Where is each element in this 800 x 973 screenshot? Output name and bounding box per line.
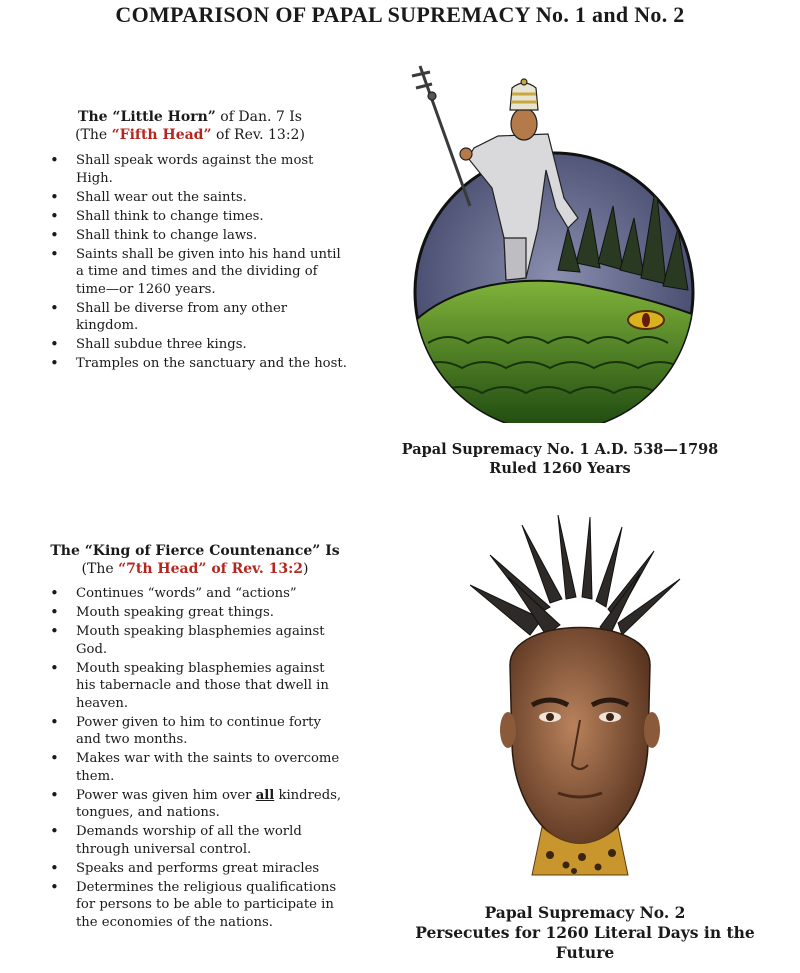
list-item: • Determines the religious qualifications for persons to be able to participate in the economies of the nations. bbox=[50, 877, 337, 930]
section1-heading bbox=[40, 108, 340, 144]
list-item: • Shall wear out the saints. bbox=[50, 187, 247, 206]
section1-heading-rest: of Dan. 7 Is bbox=[215, 109, 302, 125]
page-title: COMPARISON OF PAPAL SUPREMACY No. 1 and No. 2 bbox=[115, 2, 685, 27]
list-item: • Continues “words” and “actions” bbox=[50, 584, 297, 602]
list-item: • Demands worship of all the world through universal control. bbox=[50, 822, 302, 857]
caption2 bbox=[400, 903, 770, 963]
underlined-all: all bbox=[255, 787, 275, 803]
caption2-line1: Papal Supremacy No. 2 bbox=[484, 903, 686, 922]
list-item: • Shall speak words against the most High. bbox=[50, 151, 314, 186]
section1-sub-red: “Fifth Head” bbox=[111, 127, 212, 143]
section1-sub-open: (The bbox=[75, 127, 112, 143]
section2-heading bbox=[20, 542, 370, 578]
list-item: • Power was given him over all kindreds, tongues, and nations. bbox=[50, 785, 342, 820]
list-item: • Shall think to change times. bbox=[50, 206, 264, 225]
caption2-line2: Persecutes for 1260 Literal Days in the Future bbox=[415, 923, 755, 962]
caption1 bbox=[390, 440, 730, 478]
papal-beast-illustration bbox=[408, 58, 708, 423]
section1-list bbox=[48, 152, 348, 374]
caption1-line1: Papal Supremacy No. 1 A.D. 538—1798 bbox=[401, 441, 719, 458]
section1-sub-close: of Rev. 13:2) bbox=[211, 127, 305, 143]
section2-list bbox=[48, 585, 348, 933]
section2-heading-text: The “King of Fierce Countenance” Is bbox=[50, 543, 340, 559]
list-item: • Speaks and performs great miracles bbox=[50, 858, 320, 877]
caption1-line2: Ruled 1260 Years bbox=[489, 460, 631, 477]
spiked-head-portrait bbox=[470, 515, 690, 895]
section2-sub-red: “7th Head” of Rev. 13:2 bbox=[118, 561, 303, 577]
list-item: • Shall subdue three kings. bbox=[50, 335, 247, 353]
list-item: • Mouth speaking blasphemies against his tabernacle and those that dwell in heaven. bbox=[50, 658, 329, 711]
list-item: • Saints shall be given into his hand until a time and times and the dividing of time—or 1260 years. bbox=[50, 244, 341, 297]
section2-sub-open: (The bbox=[81, 561, 119, 577]
section1-heading-bold: The “Little Horn” bbox=[78, 109, 216, 125]
list-item: • Mouth speaking great things. bbox=[50, 603, 274, 621]
list-item: • Shall think to change laws. bbox=[50, 225, 258, 244]
list-item: • Makes war with the saints to overcome them. bbox=[50, 749, 340, 784]
list-item: • Tramples on the sanctuary and the host. bbox=[50, 354, 347, 372]
section2-sub-close: ) bbox=[302, 561, 309, 577]
list-item: • Shall be diverse from any other kingdom. bbox=[50, 298, 288, 333]
list-item: • Mouth speaking blasphemies against God. bbox=[50, 622, 325, 657]
list-item: • Power given to him to continue forty and two months. bbox=[50, 712, 321, 747]
